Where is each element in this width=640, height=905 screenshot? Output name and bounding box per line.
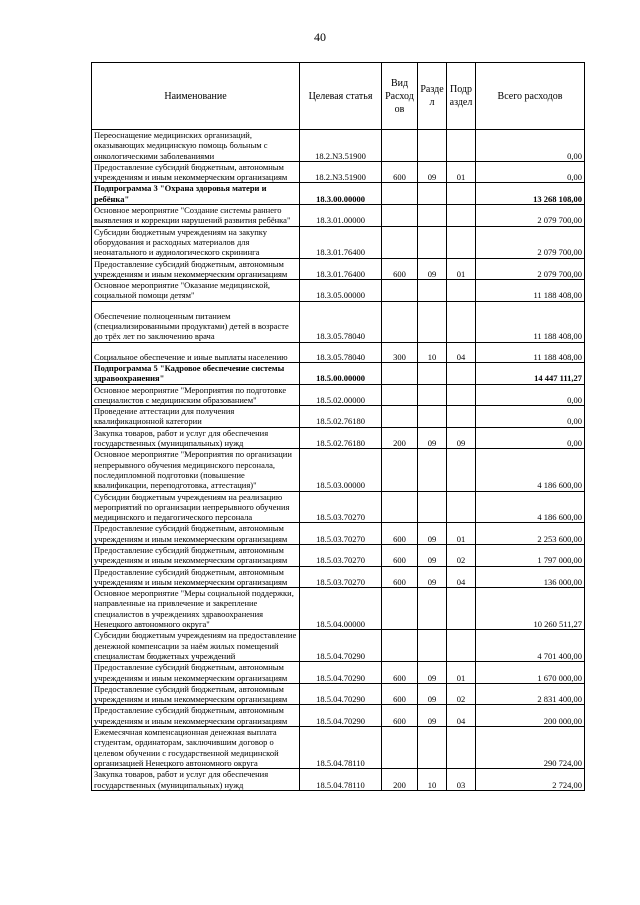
row-name: Основное мероприятие "Оказание медицинской, социальной помощи детям" xyxy=(92,280,300,302)
row-expense-type: 600 xyxy=(382,566,418,588)
row-name: Проведение аттестации для получения квалификационной категории xyxy=(92,406,300,428)
row-name: Предоставление субсидий бюджетным, автономным учреждениям и иным некоммерческим организациям xyxy=(92,161,300,183)
row-total: 4 701 400,00 xyxy=(476,630,585,662)
row-name: Предоставление субсидий бюджетным, автономным учреждениям и иным некоммерческим организациям xyxy=(92,705,300,727)
table-row xyxy=(92,406,585,428)
table-row xyxy=(92,130,585,162)
row-target-article: 18.5.04.78110 xyxy=(300,769,382,791)
row-section: 09 xyxy=(418,427,447,449)
table-row xyxy=(92,280,585,302)
row-subsection: 02 xyxy=(447,544,476,566)
row-target-article: 18.5.04.70290 xyxy=(300,705,382,727)
row-subsection: 09 xyxy=(447,427,476,449)
row-subsection xyxy=(447,630,476,662)
row-name: Переоснащение медицинских организаций, оказывающих медицинскую помощь больным с онкологическими заболеваниями xyxy=(92,130,300,162)
row-section: 10 xyxy=(418,769,447,791)
row-name: Предоставление субсидий бюджетным, автономным учреждениям и иным некоммерческим организациям xyxy=(92,683,300,705)
row-total: 2 831 400,00 xyxy=(476,683,585,705)
header-total-expenses: Всего расходов xyxy=(476,63,585,130)
row-section xyxy=(418,727,447,769)
row-subsection xyxy=(447,588,476,630)
row-total: 11 188 408,00 xyxy=(476,280,585,302)
row-target-article: 18.5.02.76180 xyxy=(300,406,382,428)
row-section xyxy=(418,130,447,162)
row-section: 09 xyxy=(418,161,447,183)
row-target-article: 18.5.03.70270 xyxy=(300,523,382,545)
row-subsection: 01 xyxy=(447,662,476,684)
row-expense-type xyxy=(382,183,418,205)
row-expense-type xyxy=(382,226,418,258)
row-expense-type xyxy=(382,588,418,630)
row-name: Обеспечение полноценным питанием (специализированными продуктами) детей в возрасте до трёх лет по заключению врача xyxy=(92,301,300,342)
row-subsection xyxy=(447,449,476,491)
table-row xyxy=(92,342,585,362)
table-row xyxy=(92,727,585,769)
row-section xyxy=(418,449,447,491)
row-name: Основное мероприятие "Создание системы раннего выявления и коррекции нарушений развития ребёнка" xyxy=(92,205,300,227)
row-section: 09 xyxy=(418,523,447,545)
header-target-article: Целевая статья xyxy=(300,63,382,130)
row-section: 09 xyxy=(418,683,447,705)
row-target-article: 18.5.00.00000 xyxy=(300,362,382,384)
row-target-article: 18.5.04.00000 xyxy=(300,588,382,630)
row-expense-type xyxy=(382,491,418,523)
row-target-article: 18.3.01.00000 xyxy=(300,205,382,227)
row-subsection: 04 xyxy=(447,342,476,362)
row-total: 2 724,00 xyxy=(476,769,585,791)
row-total: 0,00 xyxy=(476,406,585,428)
table-row xyxy=(92,683,585,705)
row-total: 0,00 xyxy=(476,384,585,406)
row-subsection xyxy=(447,384,476,406)
row-expense-type xyxy=(382,280,418,302)
row-subsection: 01 xyxy=(447,258,476,280)
row-expense-type xyxy=(382,727,418,769)
row-subsection: 01 xyxy=(447,523,476,545)
row-target-article: 18.2.N3.51900 xyxy=(300,130,382,162)
table-row xyxy=(92,566,585,588)
row-target-article: 18.3.01.76400 xyxy=(300,226,382,258)
table-row xyxy=(92,161,585,183)
row-section xyxy=(418,301,447,342)
row-total: 10 260 511,27 xyxy=(476,588,585,630)
row-subsection xyxy=(447,727,476,769)
row-section xyxy=(418,183,447,205)
row-total: 13 268 108,00 xyxy=(476,183,585,205)
row-subsection: 04 xyxy=(447,705,476,727)
row-target-article: 18.5.03.70270 xyxy=(300,566,382,588)
row-subsection: 02 xyxy=(447,683,476,705)
row-name: Основное мероприятие "Меры социальной поддержки, направленные на привлечение и закрепление специалистов в учреждениях здравоохранения Ненецкого автономного округа" xyxy=(92,588,300,630)
row-target-article: 18.3.00.00000 xyxy=(300,183,382,205)
row-total: 14 447 111,27 xyxy=(476,362,585,384)
row-section xyxy=(418,491,447,523)
row-subsection xyxy=(447,362,476,384)
table-row xyxy=(92,384,585,406)
row-total: 2 079 700,00 xyxy=(476,258,585,280)
row-name: Субсидии бюджетным учреждениям на закупку оборудования и расходных материалов для неонатального и аудиологического скрининга xyxy=(92,226,300,258)
row-total: 2 079 700,00 xyxy=(476,205,585,227)
row-section xyxy=(418,406,447,428)
row-expense-type: 600 xyxy=(382,662,418,684)
row-name: Предоставление субсидий бюджетным, автономным учреждениям и иным некоммерческим организациям xyxy=(92,662,300,684)
row-section: 09 xyxy=(418,662,447,684)
row-target-article: 18.2.N3.51900 xyxy=(300,161,382,183)
row-total: 1 797 000,00 xyxy=(476,544,585,566)
row-expense-type: 600 xyxy=(382,523,418,545)
row-section xyxy=(418,384,447,406)
row-section: 09 xyxy=(418,566,447,588)
budget-table xyxy=(91,62,585,791)
table-row xyxy=(92,183,585,205)
table-row xyxy=(92,630,585,662)
row-subsection xyxy=(447,226,476,258)
row-name: Предоставление субсидий бюджетным, автономным учреждениям и иным некоммерческим организациям xyxy=(92,566,300,588)
row-target-article: 18.5.02.76180 xyxy=(300,427,382,449)
row-total: 1 670 000,00 xyxy=(476,662,585,684)
row-section xyxy=(418,362,447,384)
row-name: Ежемесячная компенсационная денежная выплата студентам, ординаторам, заключившим договор о целевом обучении с государственной медицинской организацией Ненецкого автономного округа xyxy=(92,727,300,769)
row-subsection xyxy=(447,183,476,205)
row-expense-type xyxy=(382,630,418,662)
row-expense-type: 600 xyxy=(382,683,418,705)
row-section: 09 xyxy=(418,544,447,566)
row-total: 4 186 600,00 xyxy=(476,491,585,523)
header-subsection: Подр аздел xyxy=(447,63,476,130)
row-expense-type xyxy=(382,384,418,406)
row-target-article: 18.5.03.70270 xyxy=(300,544,382,566)
row-expense-type: 200 xyxy=(382,427,418,449)
table-row xyxy=(92,427,585,449)
row-expense-type xyxy=(382,406,418,428)
page-number: 40 xyxy=(314,30,326,44)
row-subsection xyxy=(447,280,476,302)
row-subsection: 04 xyxy=(447,566,476,588)
row-expense-type: 200 xyxy=(382,769,418,791)
table-row xyxy=(92,662,585,684)
row-name: Субсидии бюджетным учреждениям на предоставление денежной компенсации за наём жилых помещений специалистам бюджетных учреждений xyxy=(92,630,300,662)
table-row xyxy=(92,544,585,566)
row-total: 200 000,00 xyxy=(476,705,585,727)
row-total: 4 186 600,00 xyxy=(476,449,585,491)
row-expense-type: 600 xyxy=(382,161,418,183)
row-section xyxy=(418,280,447,302)
row-total: 2 079 700,00 xyxy=(476,226,585,258)
row-expense-type xyxy=(382,205,418,227)
row-expense-type: 300 xyxy=(382,342,418,362)
row-name: Подпрограмма 5 "Кадровое обеспечение системы здравоохранения" xyxy=(92,362,300,384)
row-expense-type xyxy=(382,449,418,491)
row-section xyxy=(418,630,447,662)
table-row xyxy=(92,205,585,227)
row-expense-type: 600 xyxy=(382,258,418,280)
row-name: Подпрограмма 3 "Охрана здоровья матери и ребёнка" xyxy=(92,183,300,205)
row-target-article: 18.3.01.76400 xyxy=(300,258,382,280)
row-expense-type: 600 xyxy=(382,705,418,727)
table-row xyxy=(92,588,585,630)
table-header-row xyxy=(92,63,585,130)
table-row xyxy=(92,258,585,280)
row-total: 136 000,00 xyxy=(476,566,585,588)
row-total: 0,00 xyxy=(476,161,585,183)
table-row xyxy=(92,705,585,727)
row-target-article: 18.3.05.00000 xyxy=(300,280,382,302)
row-total: 11 188 408,00 xyxy=(476,301,585,342)
row-total: 0,00 xyxy=(476,130,585,162)
row-subsection xyxy=(447,406,476,428)
table-row xyxy=(92,301,585,342)
row-subsection: 03 xyxy=(447,769,476,791)
row-name: Основное мероприятие "Мероприятия по подготовке специалистов с медицинским образованием" xyxy=(92,384,300,406)
row-subsection: 01 xyxy=(447,161,476,183)
row-total: 0,00 xyxy=(476,427,585,449)
header-name: Наименование xyxy=(92,63,300,130)
table-row xyxy=(92,523,585,545)
table-row xyxy=(92,226,585,258)
row-target-article: 18.5.03.00000 xyxy=(300,449,382,491)
row-section: 09 xyxy=(418,705,447,727)
row-section xyxy=(418,226,447,258)
header-expense-type: Вид Расход ов xyxy=(382,63,418,130)
table-row xyxy=(92,362,585,384)
header-section: Разде л xyxy=(418,63,447,130)
row-target-article: 18.3.05.78040 xyxy=(300,301,382,342)
row-expense-type xyxy=(382,301,418,342)
table-body xyxy=(92,130,585,791)
row-name: Субсидии бюджетным учреждениям на реализацию мероприятий по организации непрерывного обучения медицинского и педагогического персонала xyxy=(92,491,300,523)
row-total: 2 253 600,00 xyxy=(476,523,585,545)
row-name: Основное мероприятие "Мероприятия по организации непрерывного обучения медицинского персонала, последипломной подготовки (повышение квалификации, переподготовка, аттестация)" xyxy=(92,449,300,491)
row-expense-type xyxy=(382,130,418,162)
row-expense-type: 600 xyxy=(382,544,418,566)
row-expense-type xyxy=(382,362,418,384)
row-section: 09 xyxy=(418,258,447,280)
row-subsection xyxy=(447,491,476,523)
row-name: Социальное обеспечение и иные выплаты населению xyxy=(92,342,300,362)
row-target-article: 18.5.04.70290 xyxy=(300,662,382,684)
row-target-article: 18.3.05.78040 xyxy=(300,342,382,362)
row-target-article: 18.5.04.70290 xyxy=(300,630,382,662)
row-section xyxy=(418,205,447,227)
table-row xyxy=(92,491,585,523)
row-subsection xyxy=(447,205,476,227)
row-total: 290 724,00 xyxy=(476,727,585,769)
row-name: Закупка товаров, работ и услуг для обеспечения государственных (муниципальных) нужд xyxy=(92,769,300,791)
row-name: Предоставление субсидий бюджетным, автономным учреждениям и иным некоммерческим организациям xyxy=(92,544,300,566)
row-target-article: 18.5.04.78110 xyxy=(300,727,382,769)
row-subsection xyxy=(447,301,476,342)
row-total: 11 188 408,00 xyxy=(476,342,585,362)
table-row xyxy=(92,769,585,791)
row-subsection xyxy=(447,130,476,162)
row-section xyxy=(418,588,447,630)
row-name: Предоставление субсидий бюджетным, автономным учреждениям и иным некоммерческим организациям xyxy=(92,523,300,545)
row-name: Предоставление субсидий бюджетным, автономным учреждениям и иным некоммерческим организациям xyxy=(92,258,300,280)
row-target-article: 18.5.04.70290 xyxy=(300,683,382,705)
row-target-article: 18.5.03.70270 xyxy=(300,491,382,523)
table-row xyxy=(92,449,585,491)
row-section: 10 xyxy=(418,342,447,362)
row-target-article: 18.5.02.00000 xyxy=(300,384,382,406)
row-name: Закупка товаров, работ и услуг для обеспечения государственных (муниципальных) нужд xyxy=(92,427,300,449)
